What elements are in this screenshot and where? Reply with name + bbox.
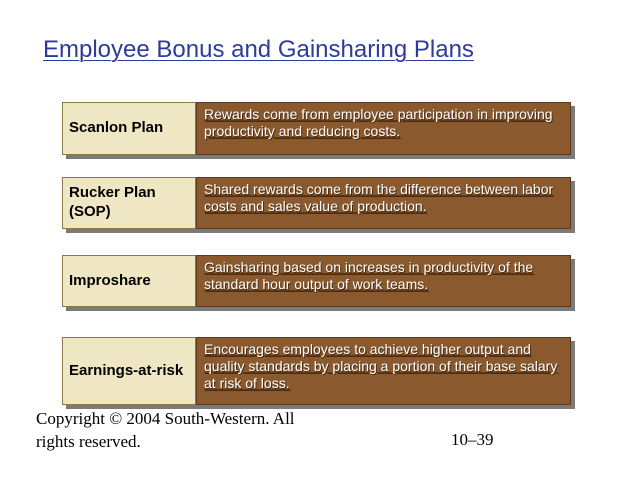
plan-row-rucker: [62, 177, 571, 229]
plan-row-improshare: [62, 255, 571, 307]
plan-name: Rucker Plan (SOP): [62, 177, 196, 229]
plan-row-earnings-at-risk: [62, 337, 571, 405]
plan-description: Shared rewards come from the difference between labor costs and sales value of production.: [196, 177, 571, 229]
plan-name: Scanlon Plan: [62, 102, 196, 155]
slide-title: Employee Bonus and Gainsharing Plans: [43, 36, 474, 63]
copyright-notice: Copyright © 2004 South-Western. All rights reserved.: [36, 409, 295, 451]
plan-row-scanlon: [62, 102, 571, 155]
plan-description: Gainsharing based on increases in productivity of the standard hour output of work teams.: [196, 255, 571, 307]
plan-description: Rewards come from employee participation in improving productivity and reducing costs.: [196, 102, 571, 155]
plan-description: Encourages employees to achieve higher output and quality standards by placing a portion of their base salary at risk of loss.: [196, 337, 571, 405]
page-number: 10–39: [451, 430, 494, 449]
plan-name: Improshare: [62, 255, 196, 307]
plan-name: Earnings-at-risk: [62, 337, 196, 405]
